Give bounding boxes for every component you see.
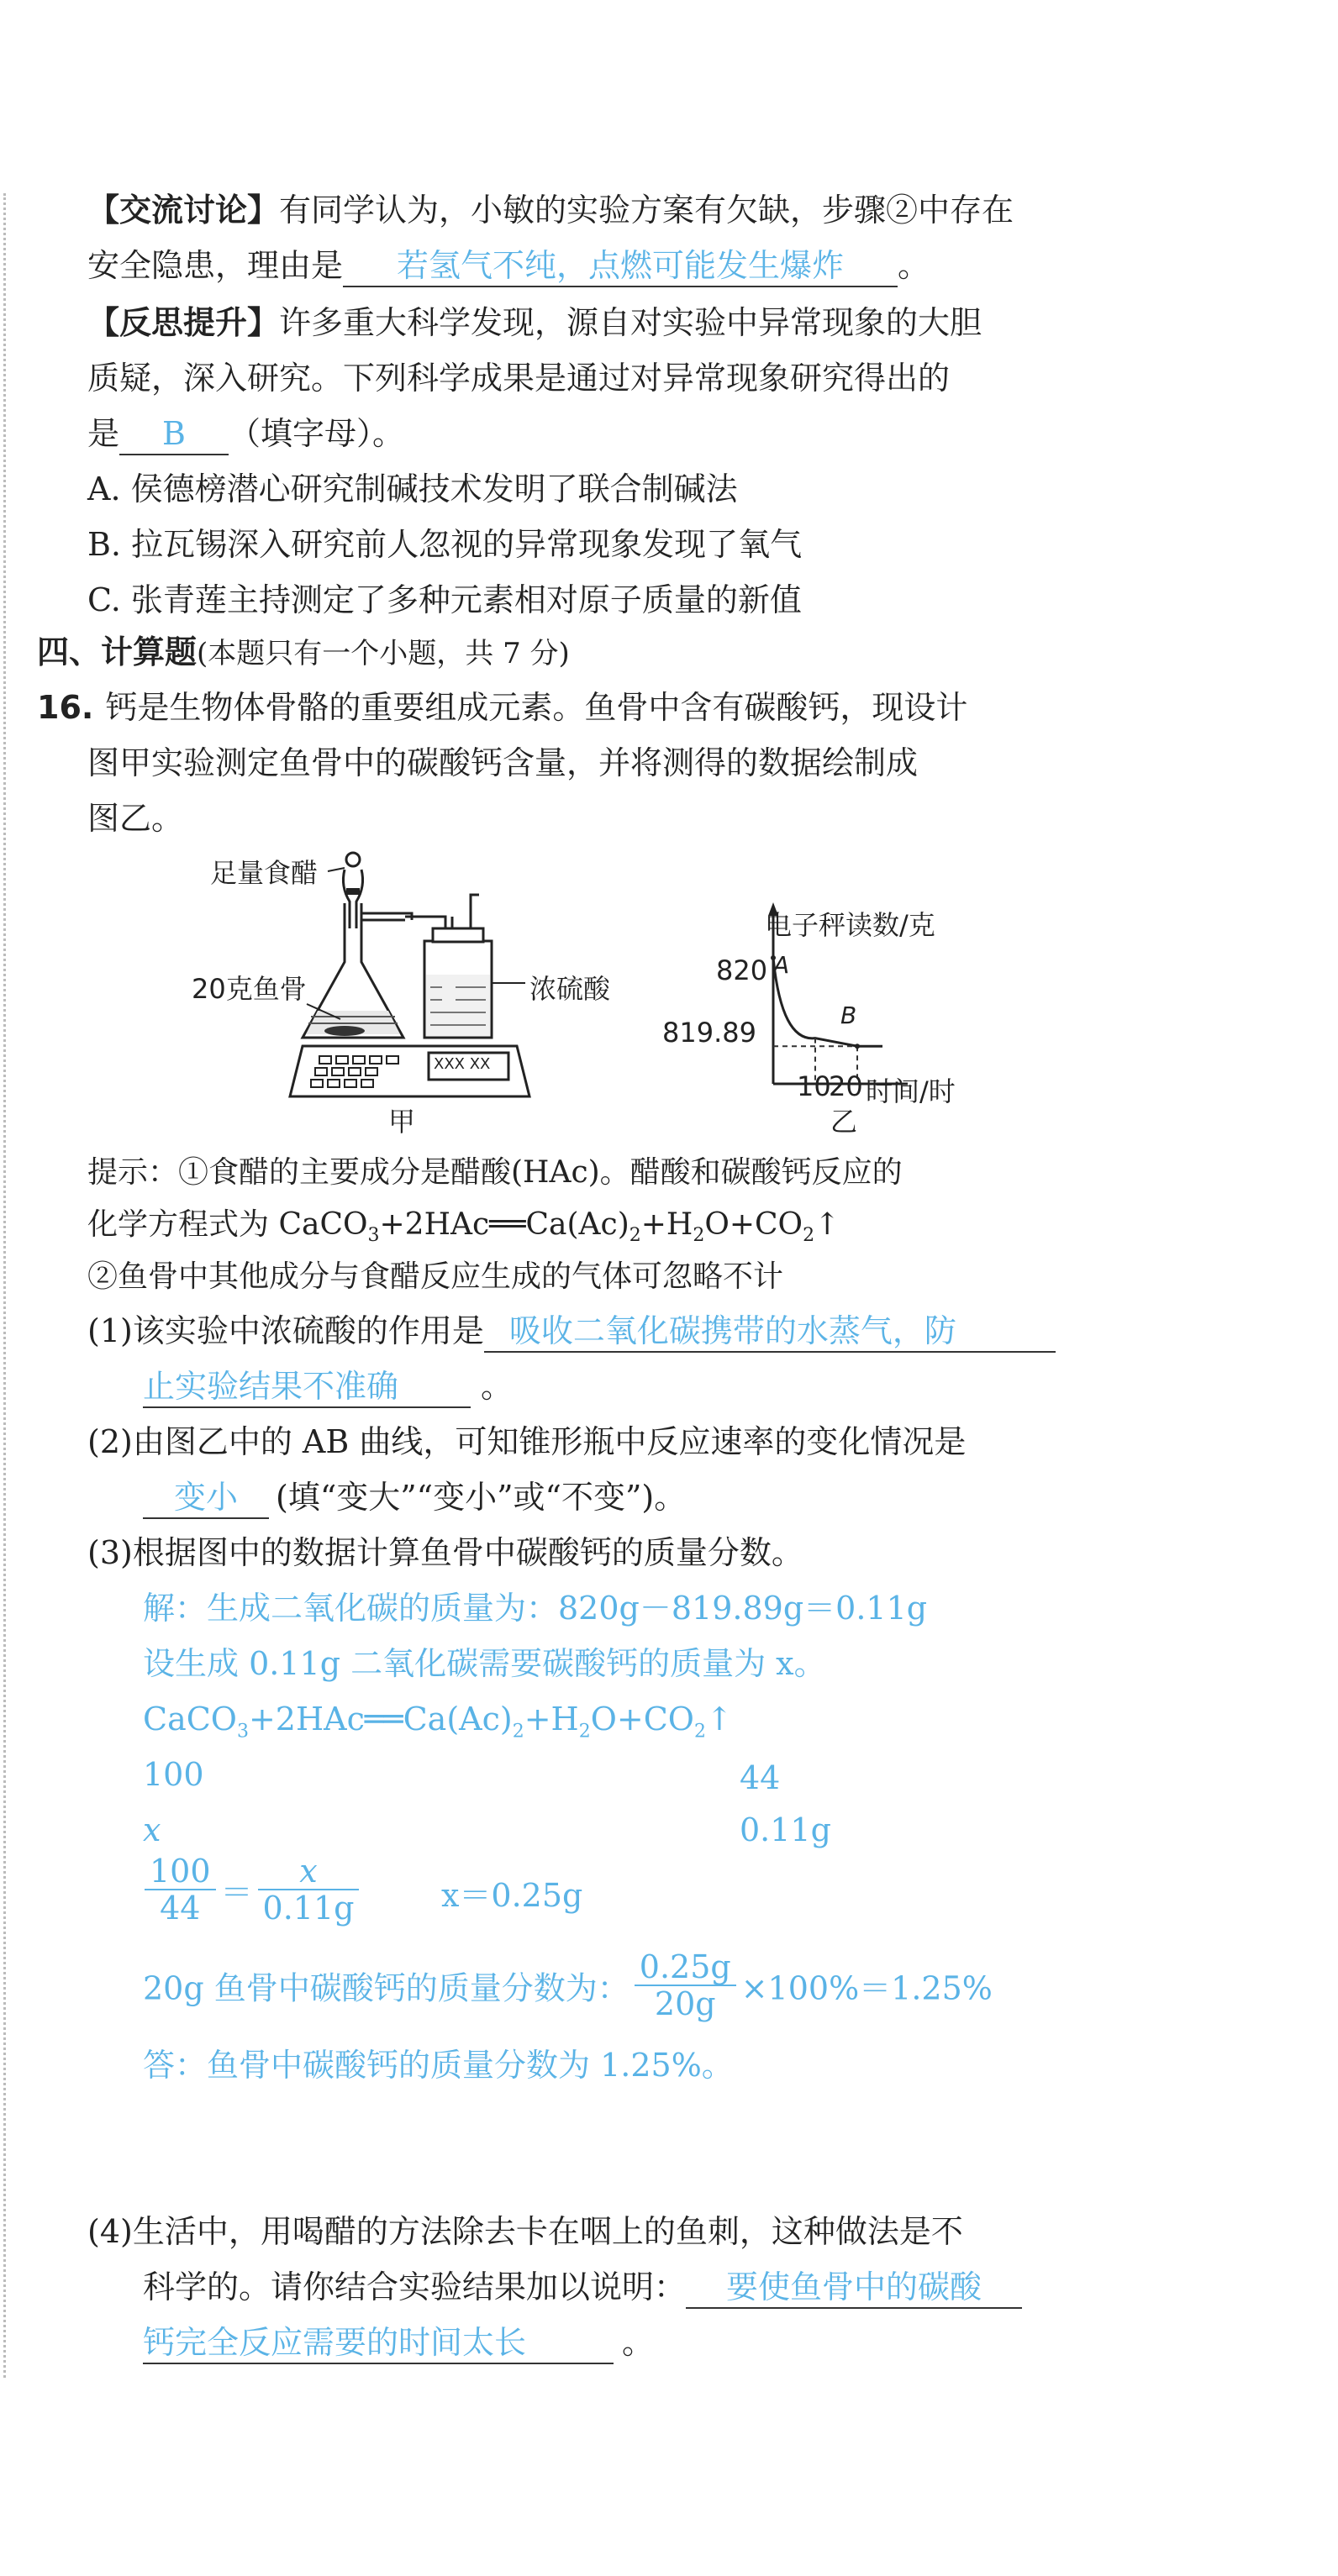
hint-eq-3: +H <box>640 1207 693 1242</box>
reflection-post: （填字母）。 <box>229 415 405 452</box>
discussion-line2 <box>87 245 930 287</box>
hint-line3: ②鱼骨中其他成分与食醋反应生成的气体可忽略不计 <box>87 1259 784 1294</box>
x-tick-20: 20 <box>829 1070 863 1102</box>
chart-ylabel: 电子秤读数/克 <box>765 909 935 941</box>
series-curve <box>773 958 882 1046</box>
hint-eq-arrow: ↑ <box>814 1207 840 1242</box>
sub2-answer: 变小 <box>143 1477 269 1519</box>
hint-eq-2: +2HAc══Ca(Ac) <box>379 1207 629 1242</box>
sub3-eq-arrow: ↑ <box>705 1701 733 1737</box>
label-vinegar: 足量食醋 <box>210 857 319 889</box>
sub4-end: 。 <box>622 2324 655 2361</box>
sub4-line1: (4)生活中，用喝醋的方法除去卡在咽上的鱼刺，这种做法是不 <box>87 2213 963 2250</box>
sub3-eq-2: +2HAc══Ca(Ac) <box>248 1701 513 1737</box>
frac1-den: 44 <box>160 1890 201 1927</box>
point-b-label: B <box>840 1001 857 1029</box>
discussion-answer: 若氢气不纯，点燃可能发生爆炸 <box>343 245 898 287</box>
section-heading <box>37 632 570 674</box>
q16-line3: 图乙。 <box>87 800 184 837</box>
point-a-label: A <box>773 951 790 979</box>
reflection-text: 许多重大科学发现，源自对实验中异常现象的大胆 <box>279 304 982 341</box>
proportion-row <box>140 1853 364 1926</box>
point-b <box>855 1044 860 1049</box>
option-b: B. 拉瓦锡深入研究前人忽视的异常现象发现了氧气 <box>87 526 803 563</box>
reflection-pre: 是 <box>87 415 120 452</box>
pct-result: ×100%＝1.25% <box>740 1969 993 2007</box>
fraction-x-011 <box>258 1853 360 1926</box>
ratio-left-1: 100 <box>143 1756 204 1793</box>
discussion-text: 有同学认为，小敏的实验方案有欠缺，步骤②中存在 <box>279 192 1014 229</box>
proportion-equals: ＝ <box>220 1874 253 1911</box>
sub1-line2 <box>143 1366 513 1408</box>
percentage-row <box>143 1949 993 2021</box>
option-c: C. 张青莲主持测定了多种元素相对原子质量的新值 <box>87 581 802 618</box>
sub1-answer1: 吸收二氧化碳携带的水蒸气，防 <box>484 1311 1056 1353</box>
frac1-num: 100 <box>145 1853 216 1890</box>
discussion-line1 <box>87 190 1014 230</box>
ratio-left-2: x <box>143 1811 161 1848</box>
sub4-line3 <box>143 2322 654 2364</box>
binding-margin-dots <box>3 193 6 2378</box>
sub2-end: (填“变大”“变小”或“不变”)。 <box>276 1479 687 1516</box>
fraction-025-20 <box>635 1949 736 2021</box>
hint-line1: 提示：①食醋的主要成分是醋酸(HAc)。醋酸和碳酸钙反应的 <box>87 1155 903 1190</box>
x-value: x＝0.25g <box>441 1877 583 1914</box>
sub3-question: (3)根据图中的数据计算鱼骨中碳酸钙的质量分数。 <box>87 1534 803 1571</box>
x-tick-10: 10 <box>797 1070 831 1102</box>
sub3-eq-4: O+CO <box>590 1701 694 1737</box>
pct-label: 20g 鱼骨中碳酸钙的质量分数为： <box>143 1969 629 2007</box>
frac3-num: 0.25g <box>635 1949 736 1986</box>
reflection-answer: B <box>119 413 229 455</box>
sub4-answer2: 钙完全反应需要的时间太长 <box>143 2322 614 2364</box>
sub3-eq-3: +H <box>524 1701 579 1737</box>
y-tick-819-89: 819.89 <box>662 1017 756 1049</box>
reflection-line1 <box>87 302 982 343</box>
sub2-line2 <box>143 1477 686 1519</box>
label-acid: 浓硫酸 <box>529 973 611 1005</box>
frac2-num: x <box>258 1853 360 1890</box>
reflection-line3 <box>87 413 404 455</box>
sub1-answer2: 止实验结果不准确 <box>143 1366 471 1408</box>
hint-eq-1: 化学方程式为 CaCO <box>87 1207 368 1242</box>
section-title: 四、计算题 <box>37 633 198 670</box>
frac2-den: 0.11g <box>262 1890 355 1927</box>
label-fish: 20克鱼骨 <box>192 973 307 1005</box>
section-note: (本题只有一个小题，共 7 分) <box>197 637 570 670</box>
sub1-end: 。 <box>481 1368 514 1405</box>
q16-line1 <box>37 687 967 728</box>
reflection-tag: 【反思提升】 <box>87 304 280 341</box>
y-tick-820: 820 <box>716 954 768 986</box>
sub2-line1: (2)由图乙中的 AB 曲线，可知锥形瓶中反应速率的变化情况是 <box>87 1423 967 1460</box>
ratio-right-1: 44 <box>740 1759 781 1796</box>
scale-display: XXX XX <box>434 1055 491 1073</box>
sub4-question2: 科学的。请你结合实验结果加以说明： <box>143 2268 687 2305</box>
option-a: A. 侯德榜潜心研究制碱技术发明了联合制碱法 <box>87 471 738 507</box>
chart-xlabel: 时间/时 <box>866 1075 956 1107</box>
ratio-right-2: 0.11g <box>740 1811 831 1848</box>
sub3-equation: $CaCO_3+2HAc══Ca(Ac)_2+H_2O+CO_2↑$ <box>143 1701 733 1743</box>
sub3-eq-1: CaCO <box>143 1701 237 1737</box>
hint-line2: 化学方程式为 $CaCO_3+2HAc══Ca(Ac)_2+H_2O+CO_2↑$ <box>87 1207 840 1247</box>
sub1-question: (1)该实验中浓硫酸的作用是 <box>87 1312 484 1349</box>
sub3-solution1: 解：生成二氧化碳的质量为：820g－819.89g＝0.11g <box>143 1590 928 1627</box>
sub4-line2 <box>143 2267 1022 2309</box>
sub4-answer1: 要使鱼骨中的碳酸 <box>686 2267 1022 2309</box>
reflection-line2: 质疑，深入研究。下列科学成果是通过对异常现象研究得出的 <box>87 360 951 397</box>
q16-line2: 图甲实验测定鱼骨中的碳酸钙含量，并将测得的数据绘制成 <box>87 744 919 781</box>
discussion-tag: 【交流讨论】 <box>87 192 280 229</box>
frac3-den: 20g <box>654 1985 716 2022</box>
fraction-100-44 <box>145 1853 216 1926</box>
caption-b: 乙 <box>830 1106 858 1138</box>
sub3-final-answer: 答：鱼骨中碳酸钙的质量分数为 1.25%。 <box>143 2047 734 2084</box>
q16-text1: 钙是生物体骨骼的重要组成元素。鱼骨中含有碳酸钙，现设计 <box>105 689 968 726</box>
sub1-line1 <box>87 1311 1056 1353</box>
q16-number: 16. <box>37 689 94 726</box>
discussion-reason-label: 安全隐患，理由是 <box>87 247 344 284</box>
discussion-end: 。 <box>898 247 930 284</box>
hint-eq-4: O+CO <box>704 1207 803 1242</box>
caption-a: 甲 <box>388 1106 416 1138</box>
sub3-solution2: 设生成 0.11g 二氧化碳需要碳酸钙的质量为 x。 <box>143 1645 826 1682</box>
